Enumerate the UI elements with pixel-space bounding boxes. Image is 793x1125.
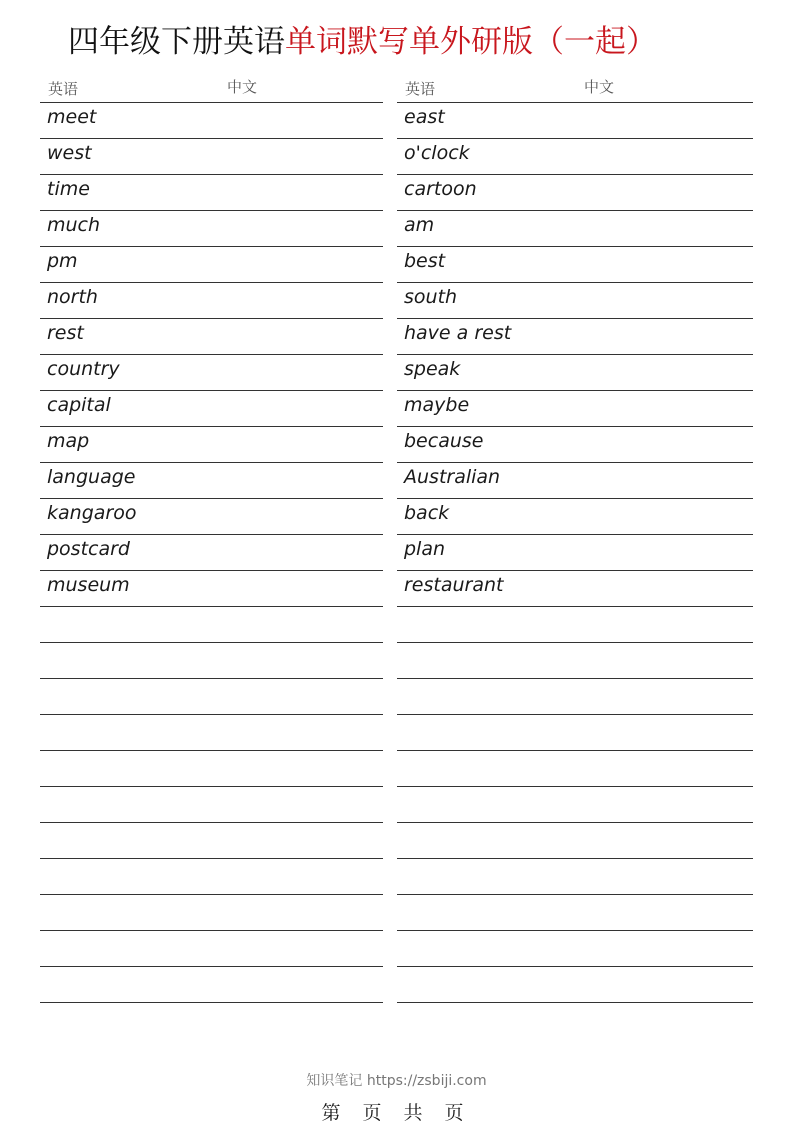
word-row: [397, 499, 753, 535]
word-row: [40, 643, 383, 679]
english-word: north: [47, 286, 98, 308]
word-row: [40, 247, 383, 283]
word-row: [397, 247, 753, 283]
english-word: rest: [47, 322, 84, 344]
word-row: [40, 211, 383, 247]
english-word: Australian: [404, 466, 501, 488]
english-word: country: [47, 358, 120, 380]
word-row: [397, 535, 753, 571]
word-row: [40, 175, 383, 211]
english-word: pm: [47, 250, 78, 272]
english-word: map: [47, 430, 90, 452]
word-column-right: [397, 72, 753, 1003]
english-word: maybe: [404, 394, 470, 416]
english-word: time: [47, 178, 90, 200]
english-word: capital: [47, 394, 111, 416]
word-row: [397, 103, 753, 139]
english-word: kangaroo: [47, 502, 137, 524]
word-row: [397, 715, 753, 751]
word-row: [397, 607, 753, 643]
column-header: [397, 72, 753, 103]
footer-page-number: 第 页 共 页: [321, 1102, 472, 1124]
english-word: cartoon: [404, 178, 477, 200]
header-chinese: 中文: [227, 78, 258, 96]
english-word: west: [47, 142, 92, 164]
word-row: [40, 679, 383, 715]
word-row: [397, 967, 753, 1003]
word-row: [40, 931, 383, 967]
word-row: [397, 283, 753, 319]
word-row: [397, 175, 753, 211]
word-row: [40, 139, 383, 175]
word-row: [397, 679, 753, 715]
word-row: [40, 607, 383, 643]
word-row: [40, 751, 383, 787]
word-row: [397, 427, 753, 463]
english-word: south: [404, 286, 458, 308]
word-row: [397, 787, 753, 823]
word-row: [397, 859, 753, 895]
header-english: 英语: [48, 80, 79, 98]
word-row: [40, 859, 383, 895]
word-row: [40, 895, 383, 931]
word-row: [40, 499, 383, 535]
english-word: plan: [404, 538, 446, 560]
english-word: o'clock: [404, 142, 470, 164]
word-rows-right: [397, 103, 753, 1003]
english-word: postcard: [47, 538, 130, 560]
word-row: [397, 211, 753, 247]
word-row: [40, 355, 383, 391]
word-row: [40, 391, 383, 427]
english-word: best: [404, 250, 446, 272]
word-row: [397, 355, 753, 391]
word-row: [40, 967, 383, 1003]
word-column-left: [40, 72, 383, 1003]
column-header: [40, 72, 383, 103]
word-row: [397, 643, 753, 679]
english-word: because: [404, 430, 484, 452]
word-row: [40, 319, 383, 355]
word-rows-left: [40, 103, 383, 1003]
header-chinese: 中文: [584, 78, 615, 96]
header-english: 英语: [405, 80, 436, 98]
page-title: [68, 18, 657, 66]
english-word: museum: [47, 574, 130, 596]
word-row: [397, 139, 753, 175]
english-word: back: [404, 502, 450, 524]
word-row: [397, 571, 753, 607]
word-row: [40, 787, 383, 823]
word-row: [397, 823, 753, 859]
word-row: [397, 895, 753, 931]
english-word: language: [47, 466, 136, 488]
english-word: much: [47, 214, 101, 236]
english-word: speak: [404, 358, 461, 380]
word-row: [40, 427, 383, 463]
word-row: [40, 463, 383, 499]
footer-site-credit: 知识笔记 https://zsbiji.com: [306, 1073, 487, 1089]
word-row: [40, 571, 383, 607]
english-word: am: [404, 214, 435, 236]
word-row: [40, 535, 383, 571]
word-row: [397, 463, 753, 499]
english-word: east: [404, 106, 445, 128]
word-row: [40, 103, 383, 139]
english-word: have a rest: [404, 322, 512, 344]
word-row: [397, 751, 753, 787]
english-word: restaurant: [404, 574, 504, 596]
word-row: [397, 931, 753, 967]
word-row: [40, 823, 383, 859]
word-row: [397, 319, 753, 355]
english-word: meet: [47, 106, 97, 128]
title-grade-part: 四年级下册英语: [68, 24, 285, 60]
word-row: [40, 715, 383, 751]
word-row: [397, 391, 753, 427]
word-row: [40, 283, 383, 319]
title-worksheet-part: 单词默写单外研版（一起）: [285, 24, 657, 60]
